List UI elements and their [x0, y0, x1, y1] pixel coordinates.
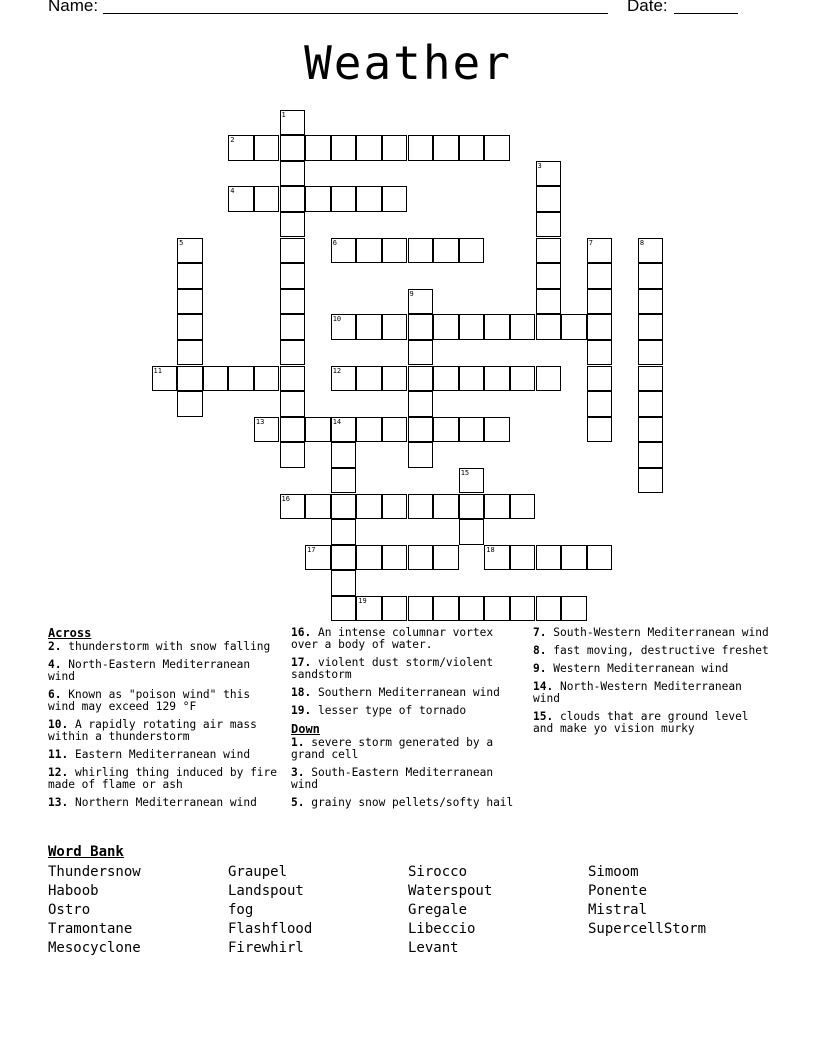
crossword-cell[interactable] — [280, 340, 306, 366]
crossword-cell[interactable] — [484, 135, 510, 161]
crossword-cell[interactable] — [382, 494, 408, 520]
word-bank-item: Thundersnow — [48, 864, 141, 880]
clue-item — [533, 711, 773, 735]
clue-text: thunderstorm with snow falling — [61, 640, 271, 653]
clue-number: 1. — [291, 736, 305, 749]
word-bank-item: Landspout — [228, 883, 304, 899]
crossword-cell[interactable] — [280, 212, 306, 238]
crossword-cell[interactable] — [536, 366, 562, 392]
word-bank-item: Simoom — [588, 864, 639, 880]
across-clue-list — [291, 627, 523, 717]
crossword-cell[interactable] — [536, 289, 562, 315]
crossword-cell[interactable] — [587, 289, 613, 315]
clue-number: 13. — [48, 796, 69, 809]
crossword-cell[interactable] — [280, 442, 306, 468]
crossword-cell[interactable] — [331, 135, 357, 161]
word-bank-item: Waterspout — [408, 883, 493, 899]
cell-number: 8 — [639, 238, 645, 247]
clue-text: whirling thing induced by fire made of flame or ash — [48, 766, 278, 791]
word-bank-item: Mistral — [588, 902, 648, 918]
word-bank-item: Ostro — [48, 902, 91, 918]
crossword-cell[interactable] — [433, 545, 459, 571]
clue-text: grainy snow pellets/softy hail — [304, 796, 514, 809]
crossword-cell[interactable] — [484, 545, 510, 571]
clue-item — [48, 719, 280, 743]
clue-number: 5. — [291, 796, 305, 809]
crossword-cell[interactable] — [382, 135, 408, 161]
down-clue-list — [291, 737, 523, 809]
cell-number: 7 — [588, 238, 593, 247]
crossword-cell[interactable] — [177, 263, 203, 289]
word-bank-item: SupercellStorm — [588, 921, 707, 937]
clue-item — [48, 797, 280, 809]
clue-number: 6. — [48, 688, 62, 701]
crossword-cell[interactable] — [510, 366, 536, 392]
crossword-cell[interactable] — [433, 494, 459, 520]
crossword-cell[interactable] — [587, 366, 613, 392]
clue-item — [291, 767, 523, 791]
crossword-cell[interactable] — [331, 186, 357, 212]
cell-number: 16 — [281, 494, 290, 503]
crossword-cell[interactable] — [433, 366, 459, 392]
crossword-cell[interactable] — [152, 366, 178, 392]
clue-text: South-Western Mediterranean wind — [546, 626, 769, 639]
clue-text: North-Western Mediterranean wind — [533, 680, 742, 705]
clue-item — [533, 627, 773, 639]
clue-text: South-Eastern Mediterranean wind — [291, 766, 494, 791]
crossword-cell[interactable] — [254, 366, 280, 392]
crossword-cell[interactable] — [331, 238, 357, 264]
crossword-cell[interactable] — [638, 263, 664, 289]
clue-item — [291, 737, 523, 761]
crossword-cell[interactable] — [254, 135, 280, 161]
crossword-cell[interactable] — [510, 545, 536, 571]
crossword-cell[interactable] — [177, 340, 203, 366]
cell-number: 6 — [332, 238, 337, 247]
crossword-cell[interactable] — [356, 186, 382, 212]
crossword-cell[interactable] — [408, 135, 434, 161]
clue-number: 9. — [533, 662, 547, 675]
crossword-cell[interactable] — [408, 545, 434, 571]
clues-column-1 — [48, 627, 280, 815]
clue-text: fast moving, destructive freshet — [546, 644, 769, 657]
down-heading: Down — [291, 722, 320, 736]
down-clue-list — [533, 627, 773, 735]
crossword-cell[interactable] — [536, 161, 562, 187]
crossword-cell[interactable] — [280, 238, 306, 264]
crossword-cell[interactable] — [484, 417, 510, 443]
crossword-cell[interactable] — [638, 442, 664, 468]
crossword-cell[interactable] — [177, 391, 203, 417]
word-bank-item: Levant — [408, 940, 459, 956]
crossword-cell[interactable] — [408, 366, 434, 392]
crossword-cell[interactable] — [305, 494, 331, 520]
crossword-cell[interactable] — [356, 135, 382, 161]
clue-text: Known as "poison wind" this wind may exceed 129 °F — [48, 688, 251, 713]
clue-number: 19. — [291, 704, 312, 717]
crossword-cell[interactable] — [459, 238, 485, 264]
clue-text: severe storm generated by a grand cell — [291, 736, 494, 761]
crossword-cell[interactable] — [382, 596, 408, 622]
crossword-cell[interactable] — [280, 186, 306, 212]
crossword-cell[interactable] — [459, 468, 485, 494]
clue-item — [291, 705, 523, 717]
cell-number: 17 — [307, 545, 316, 554]
crossword-cell[interactable] — [638, 238, 664, 264]
header — [48, 0, 748, 18]
clue-text: lesser type of tornado — [311, 704, 467, 717]
cell-number: 13 — [255, 417, 265, 426]
crossword-cell[interactable] — [587, 263, 613, 289]
cell-number: 15 — [460, 468, 470, 477]
clue-number: 12. — [48, 766, 69, 779]
crossword-cell[interactable] — [587, 391, 613, 417]
crossword-cell[interactable] — [382, 417, 408, 443]
clues-column-2 — [291, 627, 523, 815]
crossword-cell[interactable] — [459, 314, 485, 340]
word-bank-item: Haboob — [48, 883, 99, 899]
crossword-cell[interactable] — [280, 263, 306, 289]
crossword-cell[interactable] — [587, 340, 613, 366]
cell-number: 9 — [409, 289, 414, 298]
crossword-cell[interactable] — [356, 417, 382, 443]
crossword-cell[interactable] — [177, 289, 203, 315]
crossword-cell[interactable] — [510, 314, 536, 340]
crossword-cell[interactable] — [280, 161, 306, 187]
clue-number: 14. — [533, 680, 554, 693]
crossword-cell[interactable] — [331, 442, 357, 468]
cell-number: 18 — [486, 545, 495, 554]
clue-item — [291, 687, 523, 699]
clue-item — [533, 681, 773, 705]
crossword-cell[interactable] — [459, 135, 485, 161]
crossword-cell[interactable] — [356, 545, 382, 571]
clue-item — [48, 767, 280, 791]
crossword-cell[interactable] — [587, 238, 613, 264]
cell-number: 5 — [179, 238, 184, 247]
crossword-cell[interactable] — [356, 596, 382, 622]
clue-item — [48, 659, 280, 683]
word-bank-title: Word Bank — [48, 844, 124, 860]
clue-number: 11. — [48, 748, 69, 761]
cell-number: 19 — [358, 596, 367, 605]
word-bank-item: Libeccio — [408, 921, 476, 937]
clue-number: 18. — [291, 686, 312, 699]
crossword-cell[interactable] — [433, 417, 459, 443]
crossword-cell[interactable] — [280, 391, 306, 417]
crossword-cell[interactable] — [356, 494, 382, 520]
crossword-cell[interactable] — [331, 570, 357, 596]
crossword-cell[interactable] — [382, 238, 408, 264]
crossword-cell[interactable] — [280, 314, 306, 340]
crossword-cell[interactable] — [280, 110, 306, 136]
crossword-cell[interactable] — [536, 263, 562, 289]
crossword-cell[interactable] — [638, 391, 664, 417]
word-bank-item: fog — [228, 902, 254, 918]
crossword-cell[interactable] — [382, 186, 408, 212]
clue-number: 4. — [48, 658, 62, 671]
crossword-cell[interactable] — [433, 135, 459, 161]
clues-column-3 — [533, 627, 773, 741]
crossword-cell[interactable] — [228, 366, 254, 392]
clue-number: 3. — [291, 766, 305, 779]
crossword-cell[interactable] — [177, 366, 203, 392]
word-bank-item: Mesocyclone — [48, 940, 141, 956]
crossword-cell[interactable] — [305, 135, 331, 161]
clue-item — [48, 689, 280, 713]
crossword-cell[interactable] — [331, 494, 357, 520]
crossword-cell[interactable] — [280, 494, 306, 520]
word-bank-item: Sirocco — [408, 864, 468, 880]
crossword-cell[interactable] — [305, 417, 331, 443]
clue-item — [48, 641, 280, 653]
clue-number: 8. — [533, 644, 547, 657]
crossword-cell[interactable] — [484, 314, 510, 340]
clue-item — [48, 749, 280, 761]
cell-number: 12 — [332, 366, 342, 375]
word-bank-item: Ponente — [588, 883, 648, 899]
clue-item — [291, 657, 523, 681]
crossword-cell[interactable] — [638, 340, 664, 366]
crossword-cell[interactable] — [561, 545, 587, 571]
crossword-cell[interactable] — [177, 314, 203, 340]
crossword-cell[interactable] — [280, 417, 306, 443]
crossword-cell[interactable] — [484, 494, 510, 520]
cell-number: 1 — [281, 110, 286, 119]
clue-item — [291, 797, 523, 809]
clue-text: Eastern Mediterranean wind — [68, 748, 251, 761]
crossword-cell[interactable] — [561, 596, 587, 622]
crossword-cell[interactable] — [638, 366, 664, 392]
crossword-cell[interactable] — [408, 314, 434, 340]
crossword-cell[interactable] — [510, 596, 536, 622]
crossword-cell[interactable] — [203, 366, 229, 392]
crossword-cell[interactable] — [177, 238, 203, 264]
cell-number: 10 — [332, 315, 342, 324]
crossword-cell[interactable] — [433, 596, 459, 622]
crossword-cell[interactable] — [459, 366, 485, 392]
crossword-cell[interactable] — [433, 238, 459, 264]
clue-number: 15. — [533, 710, 554, 723]
name-label: Name: — [48, 0, 99, 15]
crossword-cell[interactable] — [536, 545, 562, 571]
clue-text: clouds that are ground level and make yo vision murky — [533, 710, 749, 735]
crossword-cell[interactable] — [280, 135, 306, 161]
clue-item — [533, 645, 773, 657]
crossword-cell[interactable] — [459, 417, 485, 443]
clue-item — [291, 627, 523, 651]
crossword-cell[interactable] — [510, 494, 536, 520]
crossword-cell[interactable] — [356, 238, 382, 264]
crossword-cell[interactable] — [638, 468, 664, 494]
crossword-cell[interactable] — [561, 314, 587, 340]
crossword-cell[interactable] — [382, 545, 408, 571]
crossword-cell[interactable] — [408, 340, 434, 366]
date-label: Date: — [627, 0, 668, 15]
crossword-cell[interactable] — [280, 289, 306, 315]
crossword-cell[interactable] — [433, 314, 459, 340]
crossword-cell[interactable] — [254, 417, 280, 443]
word-bank-item: Tramontane — [48, 921, 133, 937]
word-bank-item: Gregale — [408, 902, 468, 918]
clue-text: violent dust storm/violent sandstorm — [291, 656, 494, 681]
crossword-cell[interactable] — [408, 417, 434, 443]
crossword-cell[interactable] — [536, 596, 562, 622]
crossword-cell[interactable] — [228, 186, 254, 212]
clue-number: 17. — [291, 656, 312, 669]
crossword-cell[interactable] — [254, 186, 280, 212]
crossword-cell[interactable] — [459, 519, 485, 545]
clue-text: Northern Mediterranean wind — [68, 796, 257, 809]
crossword-cell[interactable] — [484, 596, 510, 622]
crossword-cell[interactable] — [638, 289, 664, 315]
cell-number: 3 — [537, 161, 542, 170]
clue-number: 7. — [533, 626, 547, 639]
crossword-cell[interactable] — [280, 366, 306, 392]
crossword-cell[interactable] — [536, 314, 562, 340]
clue-text: An intense columnar vortex over a body of water. — [291, 626, 494, 651]
word-bank-item: Flashflood — [228, 921, 313, 937]
name-line[interactable] — [103, 13, 608, 14]
crossword-cell[interactable] — [484, 366, 510, 392]
crossword-cell[interactable] — [587, 545, 613, 571]
clue-text: North-Eastern Mediterranean wind — [48, 658, 251, 683]
cell-number: 11 — [153, 366, 162, 375]
clue-number: 16. — [291, 626, 312, 639]
crossword-cell[interactable] — [638, 314, 664, 340]
across-heading: Across — [48, 626, 92, 640]
crossword-cell[interactable] — [331, 366, 357, 392]
crossword-cell[interactable] — [587, 417, 613, 443]
clue-item — [533, 663, 773, 675]
cell-number: 4 — [230, 187, 235, 196]
crossword-cell[interactable] — [331, 468, 357, 494]
crossword-cell[interactable] — [382, 366, 408, 392]
date-line[interactable] — [674, 13, 738, 14]
crossword-cell[interactable] — [356, 314, 382, 340]
page-title: Weather — [304, 36, 512, 90]
cell-number: 2 — [230, 136, 235, 145]
crossword-cell[interactable] — [331, 545, 357, 571]
crossword-cell[interactable] — [408, 596, 434, 622]
crossword-cell[interactable] — [408, 391, 434, 417]
crossword-cell[interactable] — [536, 186, 562, 212]
crossword-cell[interactable] — [408, 494, 434, 520]
crossword-cell[interactable] — [331, 519, 357, 545]
clue-text: A rapidly rotating air mass within a thunderstorm — [48, 718, 257, 743]
cell-number: 14 — [332, 417, 342, 426]
crossword-cell[interactable] — [356, 366, 382, 392]
word-bank-item: Graupel — [228, 864, 288, 880]
crossword-cell[interactable] — [459, 596, 485, 622]
across-clue-list — [48, 641, 280, 809]
crossword-cell[interactable] — [587, 314, 613, 340]
crossword-cell[interactable] — [536, 212, 562, 238]
clue-number: 2. — [48, 640, 62, 653]
crossword-cell[interactable] — [459, 494, 485, 520]
crossword-cell[interactable] — [408, 289, 434, 315]
clue-text: Southern Mediterranean wind — [311, 686, 500, 699]
crossword-cell[interactable] — [331, 596, 357, 622]
clue-text: Western Mediterranean wind — [546, 662, 729, 675]
clue-number: 10. — [48, 718, 69, 731]
crossword-cell[interactable] — [305, 186, 331, 212]
crossword-cell[interactable] — [408, 442, 434, 468]
crossword-cell[interactable] — [638, 417, 664, 443]
crossword-cell[interactable] — [331, 314, 357, 340]
crossword-cell[interactable] — [331, 417, 357, 443]
word-bank-item: Firewhirl — [228, 940, 304, 956]
crossword-cell[interactable] — [536, 238, 562, 264]
crossword-cell[interactable] — [228, 135, 254, 161]
crossword-cell[interactable] — [305, 545, 331, 571]
crossword-cell[interactable] — [382, 314, 408, 340]
crossword-cell[interactable] — [408, 238, 434, 264]
